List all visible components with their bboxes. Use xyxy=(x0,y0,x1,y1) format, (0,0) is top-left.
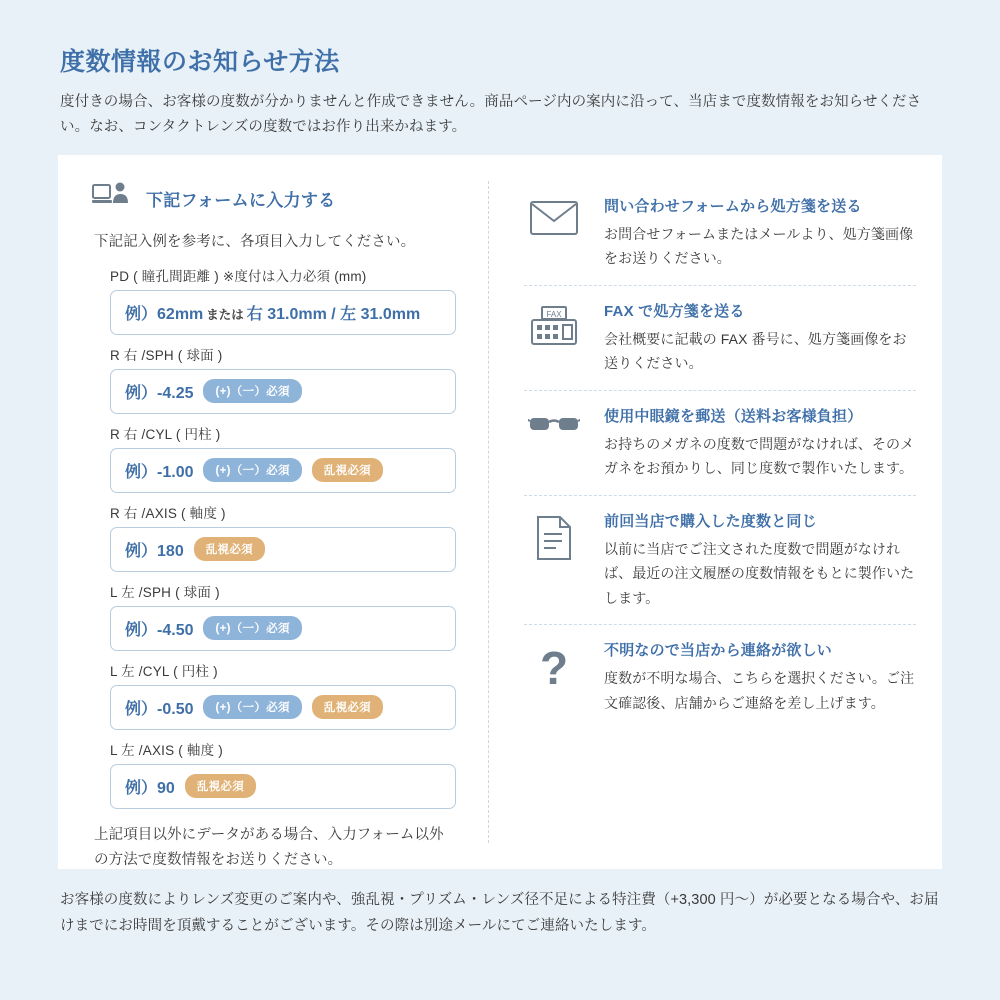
field-example-l-axis: 例）90 xyxy=(125,779,175,797)
field-example-r-axis: 例）180 xyxy=(125,542,184,560)
form-input-column xyxy=(58,155,488,869)
field-example-pd: 例）62mm または 右 31.0mm / 左 31.0mm xyxy=(125,305,421,323)
info-card xyxy=(58,155,942,869)
tag-astigmatism-required-r-cyl: 乱視必須 xyxy=(312,458,383,482)
method-item-unknown[interactable] xyxy=(524,624,916,729)
tag-astigmatism-required-l-axis: 乱視必須 xyxy=(185,774,256,798)
field-label-l-axis: L 左 /AXIS ( 軸度 ) xyxy=(110,742,223,758)
method-text-contact-form: お問合せフォームまたはメールより、処方箋画像をお送りください。 xyxy=(604,225,914,267)
method-title-send-glasses: 使用中眼鏡を郵送（送料お客様負担） xyxy=(604,407,863,425)
field-label-r-sph: R 右 /SPH ( 球面 ) xyxy=(110,347,223,363)
method-title-previous-order: 前回当店で購入した度数と同じ xyxy=(604,512,817,530)
tag-sign-required-l-sph: (+)（一）必須 xyxy=(203,616,301,640)
field-input-pd[interactable] xyxy=(110,290,456,335)
field-label-r-cyl: R 右 /CYL ( 円柱 ) xyxy=(110,426,221,442)
field-label-pd: PD ( 瞳孔間距離 ) ※度付は入力必須 (mm) xyxy=(110,268,367,284)
envelope-icon xyxy=(524,195,584,235)
field-example-l-cyl: 例）-0.50 xyxy=(125,700,194,718)
page-intro: 度付きの場合、お客様の度数が分かりませんと作成できません。商品ページ内の案内に沿って、当店まで度数情報をお知らせください。なお、コンタクトレンズの度数ではお作り出来かねます。 xyxy=(60,94,922,136)
field-label-l-cyl: L 左 /CYL ( 円柱 ) xyxy=(110,663,218,679)
tag-astigmatism-required-r-axis: 乱視必須 xyxy=(194,537,265,561)
method-title-contact-form: 問い合わせフォームから処方箋を送る xyxy=(604,197,862,215)
method-text-previous-order: 以前に当店でご注文された度数で問題がなければ、最近の注文履歴の度数情報をもとに製作いたします。 xyxy=(604,540,915,606)
method-text-fax: 会社概要に記載の FAX 番号に、処方箋画像をお送りください。 xyxy=(604,330,907,372)
method-text-unknown: 度数が不明な場合、こちらを選択ください。ご注文確認後、店舗からご連絡を差し上げます。 xyxy=(604,670,915,711)
fax-icon xyxy=(524,300,584,346)
page-footer-note: お客様の度数によりレンズ変更のご案内や、強乱視・プリズム・レンズ径不足による特注費（+3,300 円～）が必要となる場合や、お届けまでにお時間を頂戴することがございます。その際は別途メールにてご連絡いたします。 xyxy=(60,891,939,934)
field-label-l-sph: L 左 /SPH ( 球面 ) xyxy=(110,584,220,600)
question-mark-icon: ? xyxy=(539,642,569,695)
tag-sign-required-r-cyl: (+)（一）必須 xyxy=(203,458,301,482)
page-title: 度数情報のお知らせ方法 xyxy=(60,48,340,76)
method-item-contact-form[interactable] xyxy=(524,181,916,285)
document-icon xyxy=(524,510,584,560)
tag-astigmatism-required-l-cyl: 乱視必須 xyxy=(312,695,383,719)
form-heading-label: 下記フォームに入力する xyxy=(146,190,336,210)
form-heading-row xyxy=(88,181,466,216)
tag-sign-required-r-sph: (+)（一）必須 xyxy=(203,379,301,403)
field-input-r-cyl[interactable] xyxy=(110,448,456,493)
field-input-r-axis[interactable] xyxy=(110,527,456,572)
field-input-l-sph[interactable] xyxy=(110,606,456,651)
method-item-fax[interactable] xyxy=(524,285,916,390)
field-input-l-cyl[interactable] xyxy=(110,685,456,730)
field-example-r-sph: 例）-4.25 xyxy=(125,384,194,402)
field-example-r-cyl: 例）-1.00 xyxy=(125,463,194,481)
form-subheading: 下記記入例を参考に、各項目入力してください。 xyxy=(94,233,416,250)
alternate-methods-column xyxy=(490,155,942,869)
field-input-l-axis[interactable] xyxy=(110,764,456,809)
method-item-send-glasses[interactable] xyxy=(524,390,916,495)
method-text-send-glasses: お持ちのメガネの度数で問題がなければ、そのメガネをお預かりし、同じ度数で製作いたします。 xyxy=(604,435,915,477)
tag-sign-required-l-cyl: (+)（一）必須 xyxy=(203,695,301,719)
method-item-previous-order[interactable] xyxy=(524,495,916,625)
method-title-fax: FAX で処方箋を送る xyxy=(604,302,745,320)
person-laptop-icon xyxy=(92,181,132,216)
form-note: 上記項目以外にデータがある場合、入力フォーム以外の方法で度数情報をお送りください。 xyxy=(94,826,444,869)
method-title-unknown: 不明なので当店から連絡が欲しい xyxy=(604,642,833,660)
field-example-l-sph: 例）-4.50 xyxy=(125,621,194,639)
svg-text:FAX: FAX xyxy=(546,309,562,319)
field-label-r-axis: R 右 /AXIS ( 軸度 ) xyxy=(110,505,226,521)
field-input-r-sph[interactable] xyxy=(110,369,456,414)
glasses-icon xyxy=(524,405,584,435)
